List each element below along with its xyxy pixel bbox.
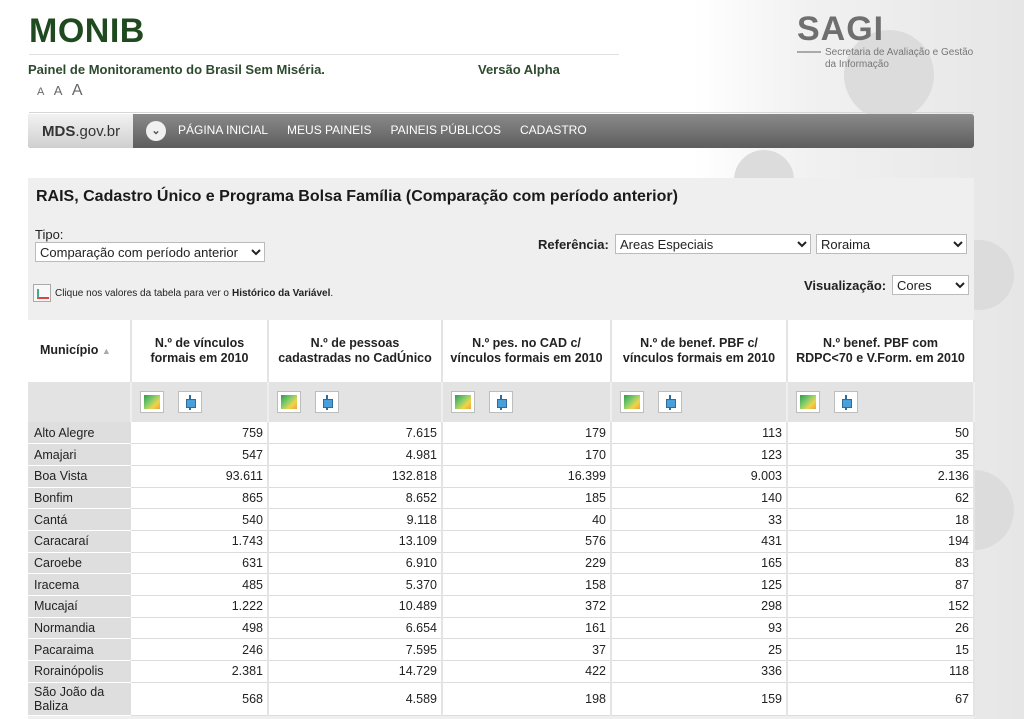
column-tools-empty xyxy=(28,382,131,422)
value-cell[interactable]: 62 xyxy=(787,487,974,509)
value-cell[interactable]: 25 xyxy=(611,639,787,661)
table-row xyxy=(28,617,974,639)
table-row xyxy=(28,487,974,509)
value-cell[interactable]: 123 xyxy=(611,444,787,466)
table-row xyxy=(28,661,974,683)
table-row xyxy=(28,444,974,466)
visualizacao-select[interactable] xyxy=(892,275,969,295)
value-cell[interactable]: 33 xyxy=(611,509,787,531)
map-icon[interactable] xyxy=(451,391,475,413)
municipio-cell: Mucajaí xyxy=(28,596,131,618)
value-cell[interactable]: 865 xyxy=(131,487,268,509)
municipio-cell: Boa Vista xyxy=(28,465,131,487)
value-cell[interactable]: 229 xyxy=(442,552,611,574)
column-tools xyxy=(131,382,268,422)
value-cell[interactable]: 9.003 xyxy=(611,465,787,487)
value-cell[interactable]: 67 xyxy=(787,682,974,715)
value-cell[interactable]: 336 xyxy=(611,661,787,683)
value-cell[interactable]: 50 xyxy=(787,422,974,444)
mds-brand-bold: MDS xyxy=(42,123,76,140)
data-panel xyxy=(28,178,974,719)
value-cell[interactable]: 170 xyxy=(442,444,611,466)
value-cell[interactable]: 152 xyxy=(787,596,974,618)
sagi-title: SAGI xyxy=(797,10,885,48)
column-header-vinculos[interactable]: N.º de vínculos formais em 2010 xyxy=(131,320,268,382)
column-tools xyxy=(442,382,611,422)
map-icon[interactable] xyxy=(620,391,644,413)
site-subtitle: Painel de Monitoramento do Brasil Sem Miséria. xyxy=(28,62,325,77)
table-row xyxy=(28,682,974,715)
value-cell[interactable]: 14.729 xyxy=(268,661,442,683)
hint-end: . xyxy=(330,287,334,299)
value-cell[interactable]: 26 xyxy=(787,617,974,639)
column-header-pbf-rdpc[interactable]: N.º benef. PBF com RDPC<70 e V.Form. em 2010 xyxy=(787,320,974,382)
value-cell[interactable]: 8.652 xyxy=(268,487,442,509)
value-cell[interactable]: 4.981 xyxy=(268,444,442,466)
header-divider xyxy=(29,54,619,55)
table-row xyxy=(28,509,974,531)
value-cell[interactable]: 165 xyxy=(611,552,787,574)
main-navbar xyxy=(28,114,974,148)
table-row xyxy=(28,530,974,552)
table-hint xyxy=(33,284,333,302)
value-cell[interactable]: 18 xyxy=(787,509,974,531)
nav-item-meus-paineis[interactable]: MEUS PAINEIS xyxy=(287,123,372,137)
table-body xyxy=(28,422,974,715)
value-cell[interactable]: 568 xyxy=(131,682,268,715)
tipo-select[interactable] xyxy=(35,242,265,262)
municipio-cell: Amajari xyxy=(28,444,131,466)
column-header-label: Município xyxy=(40,343,99,357)
value-cell[interactable]: 93.611 xyxy=(131,465,268,487)
mds-brand-link[interactable] xyxy=(28,114,133,148)
value-cell[interactable]: 158 xyxy=(442,574,611,596)
font-size-controls xyxy=(37,82,88,100)
value-cell[interactable]: 37 xyxy=(442,639,611,661)
nav-menu xyxy=(178,123,606,137)
value-cell[interactable]: 540 xyxy=(131,509,268,531)
value-cell[interactable]: 422 xyxy=(442,661,611,683)
value-cell[interactable]: 113 xyxy=(611,422,787,444)
tipo-label: Tipo: xyxy=(35,227,64,242)
hint-bold-text: Histórico da Variável xyxy=(232,287,331,299)
value-cell[interactable]: 6.654 xyxy=(268,617,442,639)
value-cell[interactable]: 7.615 xyxy=(268,422,442,444)
municipio-cell: São João da Baliza xyxy=(28,682,131,715)
table-row xyxy=(28,465,974,487)
panel-title: RAIS, Cadastro Único e Programa Bolsa Família (Comparação com período anterior) xyxy=(36,188,678,205)
municipio-cell: Caracaraí xyxy=(28,530,131,552)
municipio-cell: Bonfim xyxy=(28,487,131,509)
sort-asc-icon: ▲ xyxy=(101,346,111,356)
value-cell[interactable]: 198 xyxy=(442,682,611,715)
municipio-cell: Caroebe xyxy=(28,552,131,574)
value-cell[interactable]: 40 xyxy=(442,509,611,531)
visualizacao-label: Visualização: xyxy=(804,278,887,293)
municipio-cell: Cantá xyxy=(28,509,131,531)
table-row xyxy=(28,639,974,661)
data-table xyxy=(28,320,975,716)
value-cell[interactable]: 372 xyxy=(442,596,611,618)
value-cell[interactable]: 118 xyxy=(787,661,974,683)
value-cell[interactable]: 1.743 xyxy=(131,530,268,552)
map-icon[interactable] xyxy=(140,391,164,413)
referencia-label: Referência: xyxy=(538,237,609,252)
value-cell[interactable]: 547 xyxy=(131,444,268,466)
sagi-subtitle: Secretaria de Avaliação e Gestão da Informação xyxy=(825,47,974,70)
municipio-cell: Alto Alegre xyxy=(28,422,131,444)
chevron-down-icon[interactable]: ⌄ xyxy=(146,121,166,141)
table-row xyxy=(28,596,974,618)
sagi-bar xyxy=(797,51,821,53)
value-cell[interactable]: 125 xyxy=(611,574,787,596)
value-cell[interactable]: 35 xyxy=(787,444,974,466)
column-header-municipio[interactable] xyxy=(28,320,131,382)
value-cell[interactable]: 87 xyxy=(787,574,974,596)
table-row xyxy=(28,422,974,444)
nav-item-cadastro[interactable]: CADASTRO xyxy=(519,123,587,137)
boxplot-icon[interactable] xyxy=(658,391,682,413)
value-cell[interactable]: 2.381 xyxy=(131,661,268,683)
column-header-pbf-vinculos[interactable]: N.º de benef. PBF c/ vínculos formais em 2010 xyxy=(611,320,787,382)
value-cell[interactable]: 179 xyxy=(442,422,611,444)
column-header-cadastradas[interactable]: N.º de pessoas cadastradas no CadÚnico xyxy=(268,320,442,382)
value-cell[interactable]: 140 xyxy=(611,487,787,509)
value-cell[interactable]: 161 xyxy=(442,617,611,639)
font-size-small-button[interactable]: A xyxy=(37,86,45,98)
column-tools xyxy=(268,382,442,422)
municipio-cell: Iracema xyxy=(28,574,131,596)
value-cell[interactable]: 16.399 xyxy=(442,465,611,487)
value-cell[interactable]: 5.370 xyxy=(268,574,442,596)
nav-item-pagina-inicial[interactable]: PÁGINA INICIAL xyxy=(178,123,269,137)
value-cell[interactable]: 431 xyxy=(611,530,787,552)
value-cell[interactable]: 15 xyxy=(787,639,974,661)
boxplot-icon[interactable] xyxy=(834,391,858,413)
font-size-medium-button[interactable]: A xyxy=(53,83,63,98)
font-size-large-button[interactable]: A xyxy=(71,82,83,99)
estado-select[interactable] xyxy=(816,234,967,254)
value-cell[interactable]: 576 xyxy=(442,530,611,552)
boxplot-icon[interactable] xyxy=(178,391,202,413)
value-cell[interactable]: 9.118 xyxy=(268,509,442,531)
municipio-cell: Rorainópolis xyxy=(28,661,131,683)
map-icon[interactable] xyxy=(277,391,301,413)
mds-brand-rest: .gov.br xyxy=(75,123,121,140)
table-row xyxy=(28,552,974,574)
hint-text: Clique nos valores da tabela para ver o xyxy=(55,287,229,299)
value-cell[interactable]: 6.910 xyxy=(268,552,442,574)
column-header-cad-vinculos[interactable]: N.º pes. no CAD c/ vínculos formais em 2010 xyxy=(442,320,611,382)
value-cell[interactable]: 194 xyxy=(787,530,974,552)
value-cell[interactable]: 13.109 xyxy=(268,530,442,552)
value-cell[interactable]: 759 xyxy=(131,422,268,444)
value-cell[interactable]: 93 xyxy=(611,617,787,639)
header-bottom-divider xyxy=(29,112,974,113)
value-cell[interactable]: 185 xyxy=(442,487,611,509)
monib-logo[interactable]: MONIB xyxy=(29,12,145,50)
table-header-row xyxy=(28,320,974,382)
nav-item-paineis-publicos[interactable]: PAINEIS PÚBLICOS xyxy=(390,123,501,137)
value-cell[interactable]: 132.818 xyxy=(268,465,442,487)
table-row xyxy=(28,574,974,596)
boxplot-icon[interactable] xyxy=(315,391,339,413)
boxplot-icon[interactable] xyxy=(489,391,513,413)
version-label: Versão Alpha xyxy=(478,62,560,77)
value-cell[interactable]: 1.222 xyxy=(131,596,268,618)
value-cell[interactable]: 10.489 xyxy=(268,596,442,618)
value-cell[interactable]: 159 xyxy=(611,682,787,715)
chart-history-icon xyxy=(33,284,51,302)
referencia-select[interactable] xyxy=(615,234,811,254)
column-tools xyxy=(787,382,974,422)
value-cell[interactable]: 498 xyxy=(131,617,268,639)
municipio-cell: Normandia xyxy=(28,617,131,639)
value-cell[interactable]: 83 xyxy=(787,552,974,574)
map-icon[interactable] xyxy=(796,391,820,413)
value-cell[interactable]: 631 xyxy=(131,552,268,574)
value-cell[interactable]: 485 xyxy=(131,574,268,596)
value-cell[interactable]: 7.595 xyxy=(268,639,442,661)
value-cell[interactable]: 298 xyxy=(611,596,787,618)
value-cell[interactable]: 4.589 xyxy=(268,682,442,715)
site-header xyxy=(0,0,1024,112)
municipio-cell: Pacaraima xyxy=(28,639,131,661)
column-tools xyxy=(611,382,787,422)
sagi-logo[interactable] xyxy=(797,10,974,70)
value-cell[interactable]: 246 xyxy=(131,639,268,661)
column-tools-row xyxy=(28,382,974,422)
value-cell[interactable]: 2.136 xyxy=(787,465,974,487)
